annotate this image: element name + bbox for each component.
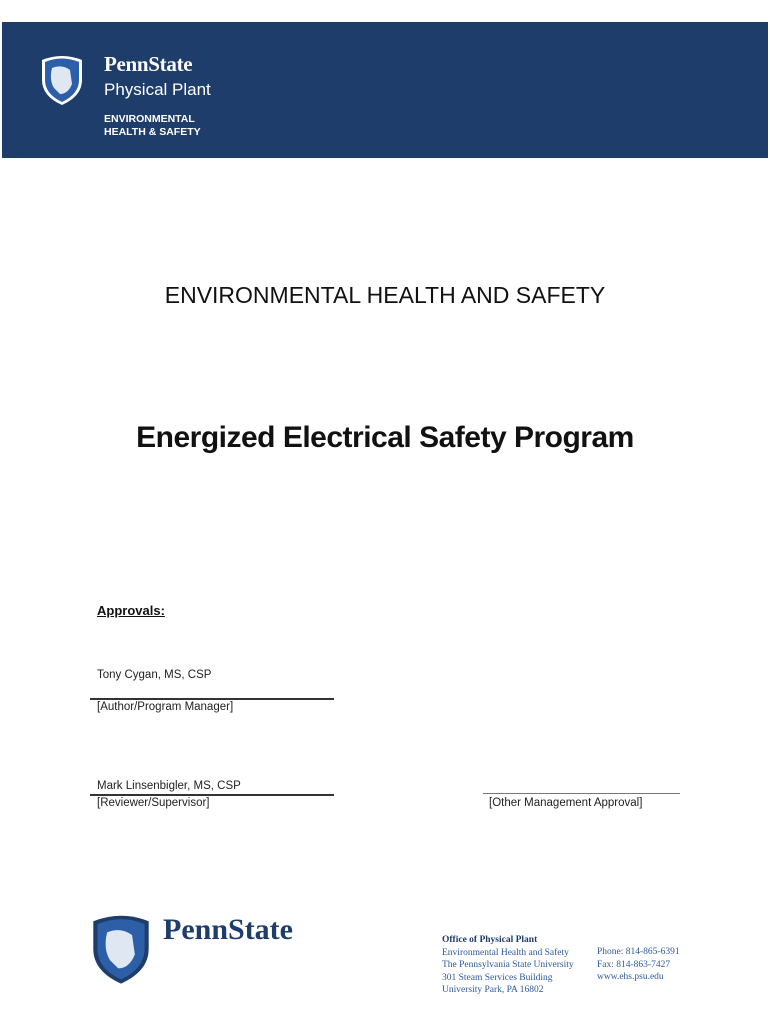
address-line: Environmental Health and Safety	[442, 947, 569, 958]
unit-name: Physical Plant	[104, 80, 211, 99]
address-line: The Pennsylvania State University	[442, 960, 574, 970]
footer-shield-icon	[90, 913, 152, 985]
nittany-lion-shield-icon	[40, 54, 84, 106]
dept-line-1: ENVIRONMENTAL	[104, 113, 195, 125]
footer-address	[442, 934, 574, 997]
brand-name: PennState	[104, 52, 193, 76]
signer-name: Tony Cygan, MS, CSP	[97, 669, 212, 681]
signer-role: [Reviewer/Supervisor]	[97, 797, 210, 809]
website-link[interactable]: www.ehs.psu.edu	[597, 972, 664, 982]
office-name: Office of Physical Plant	[442, 935, 538, 945]
signature-line	[90, 698, 334, 700]
approvals-label: Approvals:	[97, 603, 165, 618]
address-line: 301 Steam Services Building	[442, 972, 553, 983]
phone: Phone: 814-865-6391	[597, 947, 680, 957]
address-line: University Park, PA 16802	[442, 985, 544, 995]
signature-line	[90, 794, 334, 796]
header-banner	[2, 22, 768, 158]
fax: Fax: 814-863-7427	[597, 959, 671, 970]
signature-line	[483, 793, 680, 794]
dept-name	[104, 113, 201, 139]
signer-role: [Other Management Approval]	[489, 797, 643, 809]
dept-line-2: HEALTH & SAFETY	[104, 126, 201, 138]
footer-brand: PennState	[163, 913, 293, 946]
footer-contact	[597, 946, 680, 984]
document-title: Energized Electrical Safety Program	[136, 421, 634, 454]
signer-role: [Author/Program Manager]	[97, 701, 234, 713]
document-heading: ENVIRONMENTAL HEALTH AND SAFETY	[164, 282, 606, 308]
signer-name: Mark Linsenbigler, MS, CSP	[97, 780, 241, 792]
